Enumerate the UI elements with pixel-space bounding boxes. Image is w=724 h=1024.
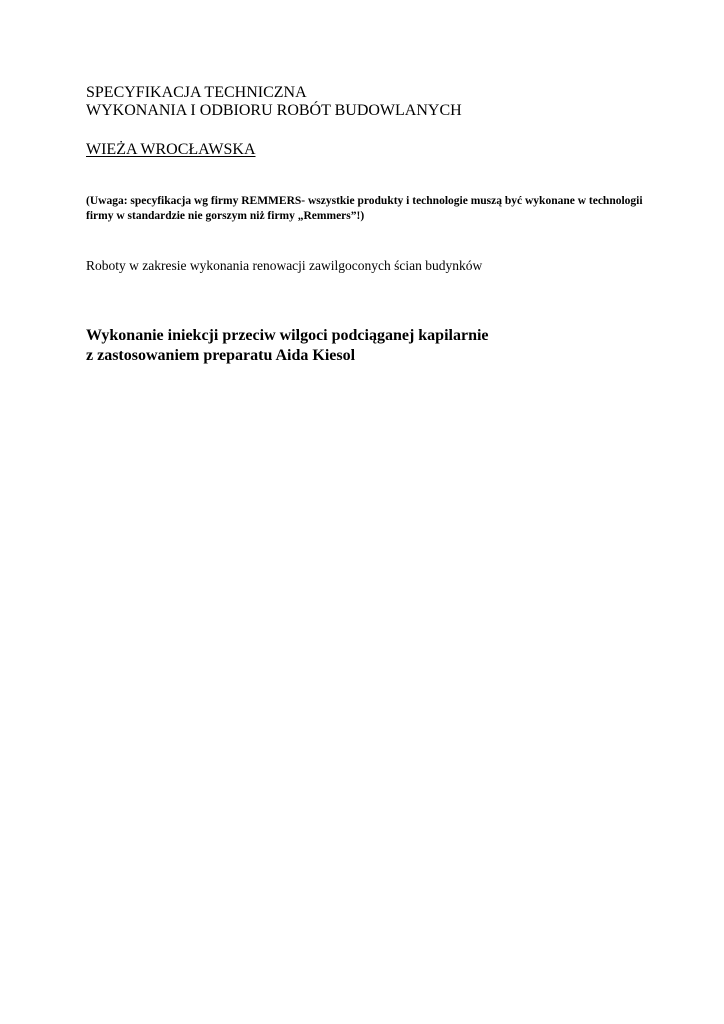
note-paragraph	[86, 194, 686, 224]
subject-line-2: z zastosowaniem preparatu Aida Kiesol	[86, 347, 356, 364]
subject-line-1: Wykonanie iniekcji przeciw wilgoci podciąganej kapilarnie	[86, 327, 489, 344]
title-line-2: WYKONANIA I ODBIORU ROBÓT BUDOWLANYCH	[86, 102, 462, 119]
title-line-1: SPECYFIKACJA TECHNICZNA	[86, 84, 307, 101]
note-line-2: firmy w standardzie nie gorszym niż firmy „Remmers”!)	[86, 210, 365, 222]
project-name: WIEŻA WROCŁAWSKA	[86, 141, 256, 158]
subject-heading	[86, 326, 489, 366]
note-line-1: (Uwaga: specyfikacja wg firmy REMMERS- wszystkie produkty i technologie muszą być wykonane w technologii	[86, 195, 643, 207]
scope-text: Roboty w zakresie wykonania renowacji zawilgoconych ścian budynków	[86, 258, 483, 273]
